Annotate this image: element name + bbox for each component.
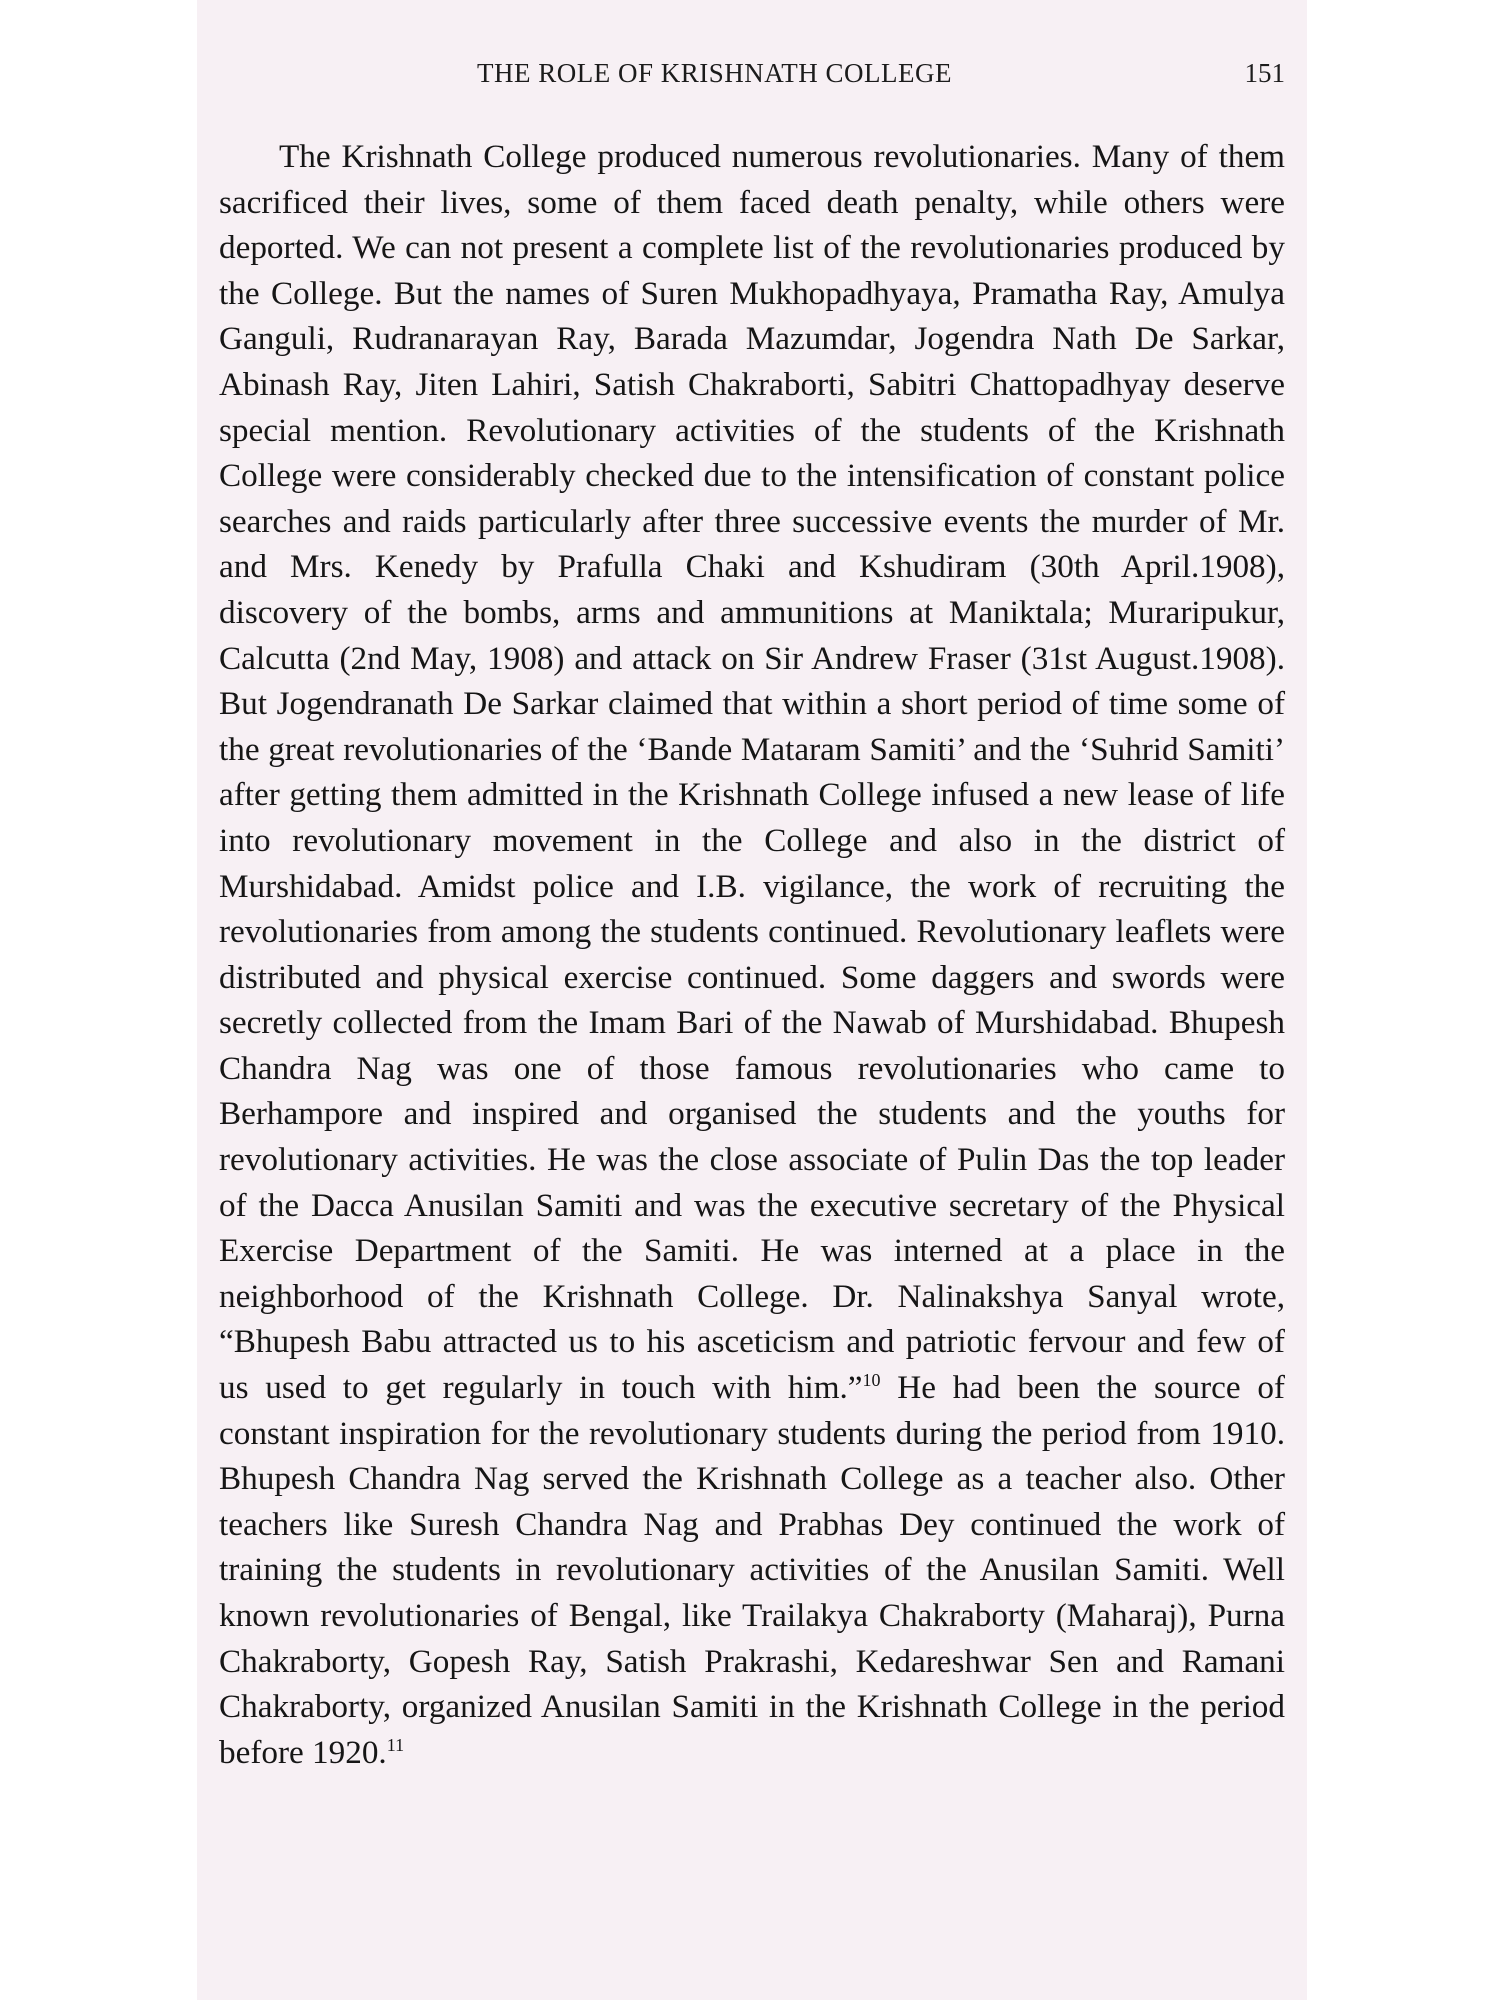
page-number: 151	[1244, 58, 1285, 88]
paragraph-text-part-1: The Krishnath College produced numerous revolutionaries. Many of them sacrificed their lives, some of them faced death penalty, while others were deported. We can not present a complete list of the revolutionaries produced by the College. But the names of Suren Mukhopadhyaya, Pramatha Ray, Amulya Ganguli, Rudranarayan Ray, Barada Mazumdar, Jogendra Nath De Sarkar, Abinash Ray, Jiten Lahiri, Satish Chakraborti, Sabitri Chattopadhyay deserve special mention. Revolutionary activities of the students of the Krishnath College were considerably checked due to the intensification of constant police searches and raids particularly after three successive events the murder of Mr. and Mrs. Kenedy by Prafulla Chaki and Kshudiram (30th April.1908), discovery of the bombs, arms and ammunitions at Maniktala; Muraripukur, Calcutta (2nd May, 1908) and attack on Sir Andrew Fraser (31st August.1908). But Jogendranath De Sarkar claimed that within a short period of time some of the great revolutionaries of the ‘Bande Mataram Samiti’ and the ‘Suhrid Samiti’ after getting them admitted in the Krishnath College infused a new lease of life into revolutionary movement in the College and also in the district of Murshidabad. Amidst police and I.B. vigilance, the work of recruiting the revolutionaries from among the students continued. Revolutionary leaflets were distributed and physical exercise continued. Some daggers and swords were secretly collected from the Imam Bari of the Nawab of Murshidabad. Bhupesh Chandra Nag was one of those famous revolutionaries who came to Berhampore and inspired and organised the students and the youths for revolutionary activities. He was the close associate of Pulin Das the top leader of the Dacca Anusilan Samiti and was the executive secretary of the Physical Exercise Department of the Samiti. He was interned at a place in the neighborhood of the Krishnath College. Dr. Nalinakshya Sanyal wrote, “Bhupesh Babu attracted us to his asceticism and patriotic fervour and few of us used to get regularly in touch with him.”	[219, 138, 1285, 1407]
footnote-reference: 10	[862, 1369, 881, 1390]
body-paragraph	[219, 134, 1285, 1775]
footnote-reference: 11	[386, 1734, 405, 1755]
paragraph-text-part-2: He had been the source of constant inspiration for the revolutionary students during the period from 1910. Bhupesh Chandra Nag served the Krishnath College as a teacher also. Other teachers like Suresh Chandra Nag and Prabhas Dey continued the work of training the students in revolutionary activities of the Anusilan Samiti. Well known revolutionaries of Bengal, like Trailakya Chakraborty (Maharaj), Purna Chakraborty, Gopesh Ray, Satish Prakrashi, Kedareshwar Sen and Ramani Chakraborty, organized Anusilan Samiti in the Krishnath College in the period before 1920.	[219, 1369, 1285, 1771]
book-page	[197, 0, 1307, 2000]
running-header	[197, 58, 1307, 98]
running-title: THE ROLE OF KRISHNATH COLLEGE	[477, 58, 952, 88]
